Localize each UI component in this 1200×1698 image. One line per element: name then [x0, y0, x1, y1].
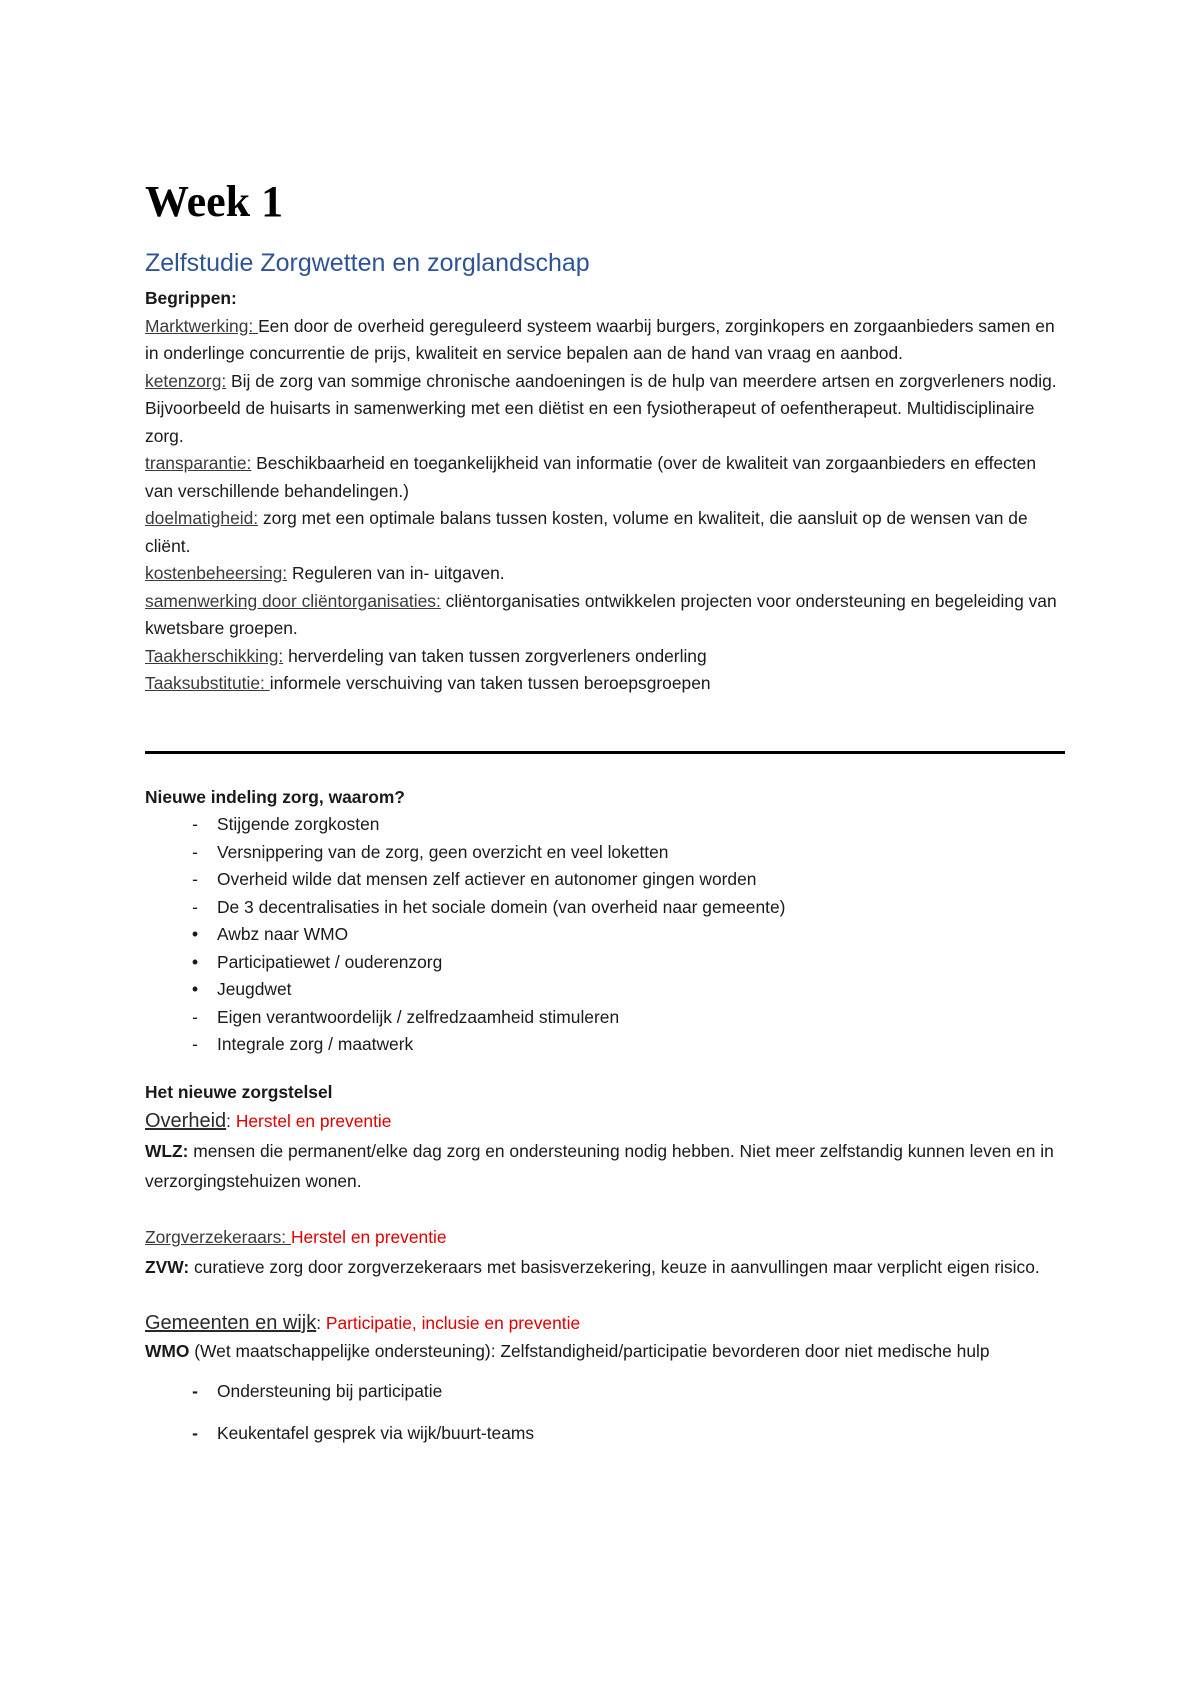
list-item-text: Participatiewet / ouderenzorg: [217, 951, 443, 972]
term-text: herverdeling van taken tussen zorgverleners onderling: [283, 645, 707, 666]
begrippen-heading: Begrippen:: [145, 288, 237, 308]
term-label: kostenbeheersing:: [145, 563, 288, 583]
list-item-text: Jeugdwet: [217, 979, 292, 999]
list-item: [145, 866, 1065, 894]
zvw-paragraph: [145, 1252, 1065, 1282]
list-item: [145, 1004, 1065, 1032]
term-definition: [145, 560, 1065, 588]
term-text: informele verschuiving van taken tussen beroepsgroepen: [269, 673, 711, 693]
list-item: [145, 1031, 1065, 1059]
list-marker: •: [191, 951, 199, 972]
zorgverzekeraars-heading: [145, 1222, 1065, 1252]
list-item-text: Eigen verantwoordelijk / zelfredzaamheid stimuleren: [217, 1006, 620, 1027]
list-item-text: Versnippering van de zorg, geen overzicht en veel loketten: [217, 841, 669, 862]
wmo-label: WMO: [145, 1341, 190, 1361]
term-definition: [145, 643, 1065, 671]
term-label: Taakherschikking:: [145, 645, 284, 666]
list-marker: -: [192, 1006, 198, 1027]
term-text: Reguleren van in- uitgaven.: [287, 563, 505, 583]
list-item: [145, 1412, 1065, 1454]
overheid-label: Overheid: [145, 1110, 227, 1132]
term-label: Taaksubstitutie:: [145, 673, 270, 693]
zorgstelsel-heading: Het nieuwe zorgstelsel: [145, 1081, 333, 1102]
gemeenten-colon: :: [316, 1313, 326, 1333]
term-text: cliëntorganisaties ontwikkelen projecten voor ondersteuning en begeleiding van kwetsbare groepen.: [145, 590, 1057, 638]
list-marker: -: [192, 1034, 198, 1054]
term-definition: [145, 505, 1065, 560]
wmo-text: (Wet maatschappelijke ondersteuning): Zelfstandigheid/participatie bevorderen door niet medische hulp: [189, 1341, 990, 1361]
list-item-text: Keukentafel gesprek via wijk/buurt-teams: [217, 1422, 535, 1443]
nieuwe-indeling-heading: Nieuwe indeling zorg, waarom?: [145, 786, 405, 807]
gemeenten-label: Gemeenten en wijk: [145, 1312, 317, 1334]
page-title: Week 1: [145, 177, 284, 226]
list-item-text: Integrale zorg / maatwerk: [217, 1034, 414, 1054]
list-item: [145, 1370, 1065, 1412]
term-text: zorg met een optimale balans tussen kosten, volume en kwaliteit, die aansluit op de wensen van de cliënt.: [145, 508, 1028, 556]
wlz-paragraph: [145, 1136, 1065, 1196]
term-definition: [145, 588, 1065, 643]
overheid-colon: :: [226, 1111, 236, 1131]
list-marker: -: [192, 841, 198, 862]
list-marker: -: [192, 1380, 198, 1401]
list-marker: •: [191, 924, 199, 944]
zvw-label: ZVW:: [145, 1257, 190, 1277]
zvw-text: curatieve zorg door zorgverzekeraars met basisverzekering, keuze in aanvullingen maar verplicht eigen risico.: [189, 1257, 1040, 1277]
list-item: [145, 949, 1065, 977]
list-marker: -: [192, 869, 198, 889]
term-definition: [145, 670, 1065, 698]
term-label: transparantie:: [145, 453, 252, 473]
list-item: [145, 894, 1065, 922]
wmo-paragraph: [145, 1338, 1065, 1366]
wlz-label: WLZ:: [145, 1141, 189, 1161]
overheid-heading: [145, 1106, 1065, 1136]
list-item: [145, 839, 1065, 867]
list-marker: -: [192, 814, 198, 834]
term-definition: [145, 368, 1065, 451]
list-item-text: Overheid wilde dat mensen zelf actiever en autonomer gingen worden: [217, 869, 757, 889]
reasons-list: [145, 811, 1065, 1059]
list-item-text: Awbz naar WMO: [217, 924, 349, 944]
term-text: Een door de overheid gereguleerd systeem waarbij burgers, zorginkopers en zorgaanbieders samen en in onderlinge concurrentie de prijs, kwaliteit en service bepalen aan de hand van vraag en aanbod.: [145, 315, 1055, 363]
list-item: [145, 811, 1065, 839]
zorgverzekeraars-label: Zorgverzekeraars:: [145, 1227, 291, 1247]
document-content: [145, 175, 1065, 1454]
term-definition: [145, 313, 1065, 368]
term-label: ketenzorg:: [145, 370, 227, 391]
list-marker: -: [192, 896, 198, 917]
wmo-list: [145, 1370, 1065, 1454]
list-item-text: De 3 decentralisaties in het sociale domein (van overheid naar gemeente): [217, 896, 786, 917]
list-item: [145, 976, 1065, 1004]
term-text: Beschikbaarheid en toegankelijkheid van informatie (over de kwaliteit van zorgaanbieders en effecten van verschillende behandelingen.): [145, 453, 1037, 501]
term-text: Bij de zorg van sommige chronische aandoeningen is de hulp van meerdere artsen en zorgverleners nodig. Bijvoorbeeld de huisarts in samenwerking met een diëtist en een fysiotherapeut of oefentherapeut. Multidisciplinaire zorg.: [145, 370, 1057, 446]
term-definition: [145, 450, 1065, 505]
section-subtitle: Zelfstudie Zorgwetten en zorglandschap: [145, 249, 590, 277]
gemeenten-tag: Participatie, inclusie en preventie: [325, 1313, 581, 1333]
wlz-text: mensen die permanent/elke dag zorg en ondersteuning nodig hebben. Niet meer zelfstandig kunnen leven en in verzorgingstehuizen wonen.: [145, 1141, 1054, 1191]
zorgverzekeraars-tag: Herstel en preventie: [290, 1227, 447, 1247]
gemeenten-heading: [145, 1308, 1065, 1338]
overheid-tag: Herstel en preventie: [235, 1111, 392, 1131]
term-label: Marktwerking:: [145, 315, 259, 336]
list-item-text: Ondersteuning bij participatie: [217, 1380, 443, 1401]
list-marker: -: [192, 1422, 198, 1443]
term-label: samenwerking door cliëntorganisaties:: [145, 590, 441, 611]
list-item-text: Stijgende zorgkosten: [217, 814, 380, 834]
term-label: doelmatigheid:: [145, 508, 259, 528]
list-marker: •: [191, 979, 199, 999]
list-item: [145, 921, 1065, 949]
